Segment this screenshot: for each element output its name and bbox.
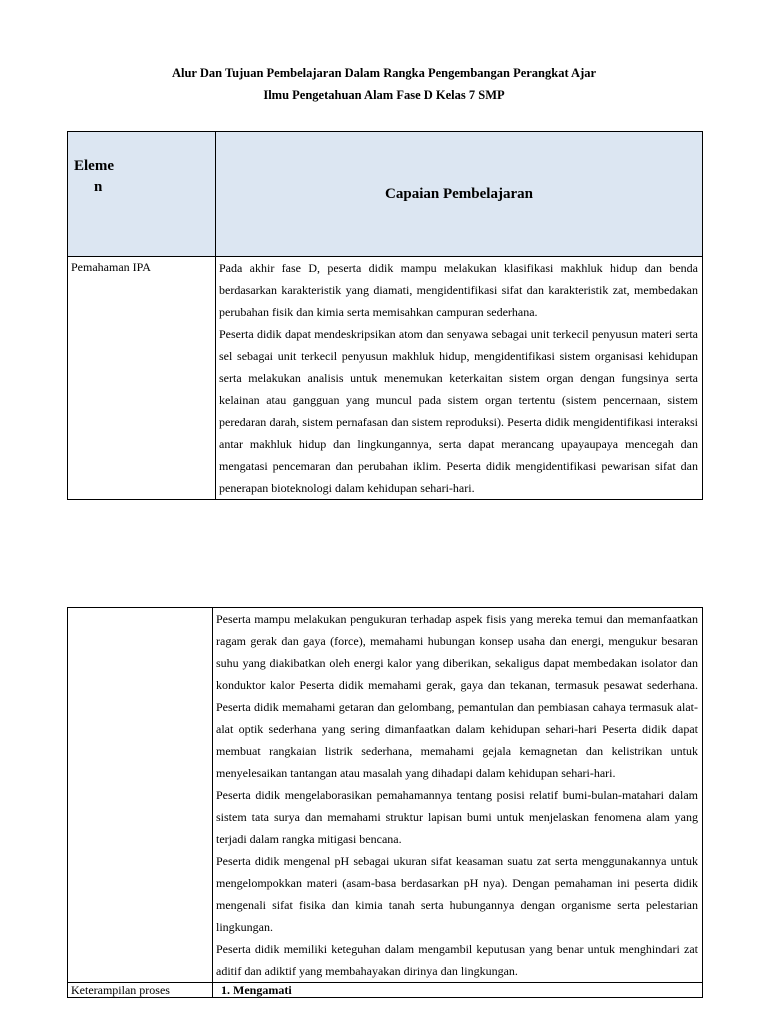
table-row (68, 983, 703, 998)
paragraph: Peserta didik mengenal pH sebagai ukuran sifat keasaman suatu zat serta menggunakannya untuk mengelompokkan materi (asam-basa berdasarkan pH nya). Dengan pemahaman ini peserta didik mengenali sifat fisika dan kimia tanah serta hubungannya dengan organisme serta pelestarian lingkungan. (216, 854, 698, 934)
table-row (68, 608, 703, 983)
row-content-pemahaman (216, 257, 703, 500)
row-label-pemahaman: Pemahaman IPA (68, 257, 216, 500)
step-mengamati: 1. Mengamati (213, 983, 703, 998)
capaian-header: Capaian Pembelajaran (216, 132, 703, 257)
elemen-header-line-2: n (94, 179, 103, 195)
table-header-row (68, 132, 703, 257)
capaian-table-continued (67, 607, 703, 998)
paragraph: Peserta mampu melakukan pengukuran terhadap aspek fisis yang mereka temui dan memanfaatkan ragam gerak dan gaya (force), memahami hubungan konsep usaha dan energi, mengukur besaran suhu yang diakibatkan oleh energi kalor yang diberikan, sekaligus dapat membedakan isolator dan konduktor kalor Peserta didik memahami gerak, gaya dan tekanan, termasuk pesawat sederhana. Peserta didik memahami getaran dan gelombang, pemantulan dan pembiasan cahaya termasuk alat- alat optik sederhana yang sering dimanfaatkan dalam kehidupan sehari-hari Peserta didik dapat membuat rangkaian listrik sederhana, memahami gejala kemagnetan dan kelistrikan untuk menyelesaikan tantangan atau masalah yang dihadapi dalam kehidupan sehari-hari. (216, 612, 698, 780)
paragraph: Pada akhir fase D, peserta didik mampu melakukan klasifikasi makhluk hidup dan benda berdasarkan karakteristik yang diamati, mengidentifikasi sifat dan karakteristik zat, membedakan perubahan fisik dan kimia serta memisahkan campuran sederhana. (219, 261, 698, 319)
table-row (68, 257, 703, 500)
document-title-line-2: Ilmu Pengetahuan Alam Fase D Kelas 7 SMP (263, 88, 505, 102)
elemen-header-line-1: Eleme (74, 158, 114, 174)
row-label-keterampilan: Keterampilan proses (68, 983, 213, 998)
document-title-line-1: Alur Dan Tujuan Pembelajaran Dalam Rangka Pengembangan Perangkat Ajar (171, 66, 597, 80)
paragraph: Peserta didik mengelaborasikan pemahamannya tentang posisi relatif bumi-bulan-matahari dalam sistem tata surya dan memahami struktur lapisan bumi untuk menjelaskan fenomena alam yang terjadi dalam rangka mitigasi bencana. (216, 788, 698, 846)
capaian-table (67, 131, 703, 500)
row-content-continuation (213, 608, 703, 983)
elemen-header (68, 132, 216, 257)
paragraph: Peserta didik memiliki keteguhan dalam mengambil keputusan yang benar untuk menghindari zat aditif dan adiktif yang membahayakan dirinya dan lingkungan. (216, 942, 698, 978)
row-label-empty (68, 608, 213, 983)
paragraph: Peserta didik dapat mendeskripsikan atom dan senyawa sebagai unit terkecil penyusun materi serta sel sebagai unit terkecil penyusun makhluk hidup, mengidentifikasi sistem organisasi kehidupan serta melakukan analisis untuk menemukan keterkaitan sistem organ dengan fungsinya serta kelainan atau gangguan yang muncul pada sistem organ tertentu (sistem pencernaan, sistem peredaran darah, sistem pernafasan dan sistem reproduksi). Peserta didik mengidentifikasi interaksi antar makhluk hidup dan lingkungannya, serta dapat merancang upayaupaya mencegah dan mengatasi pencemaran dan perubahan iklim. Peserta didik mengidentifikasi pewarisan sifat dan penerapan bioteknologi dalam kehidupan sehari-hari. (219, 327, 698, 495)
